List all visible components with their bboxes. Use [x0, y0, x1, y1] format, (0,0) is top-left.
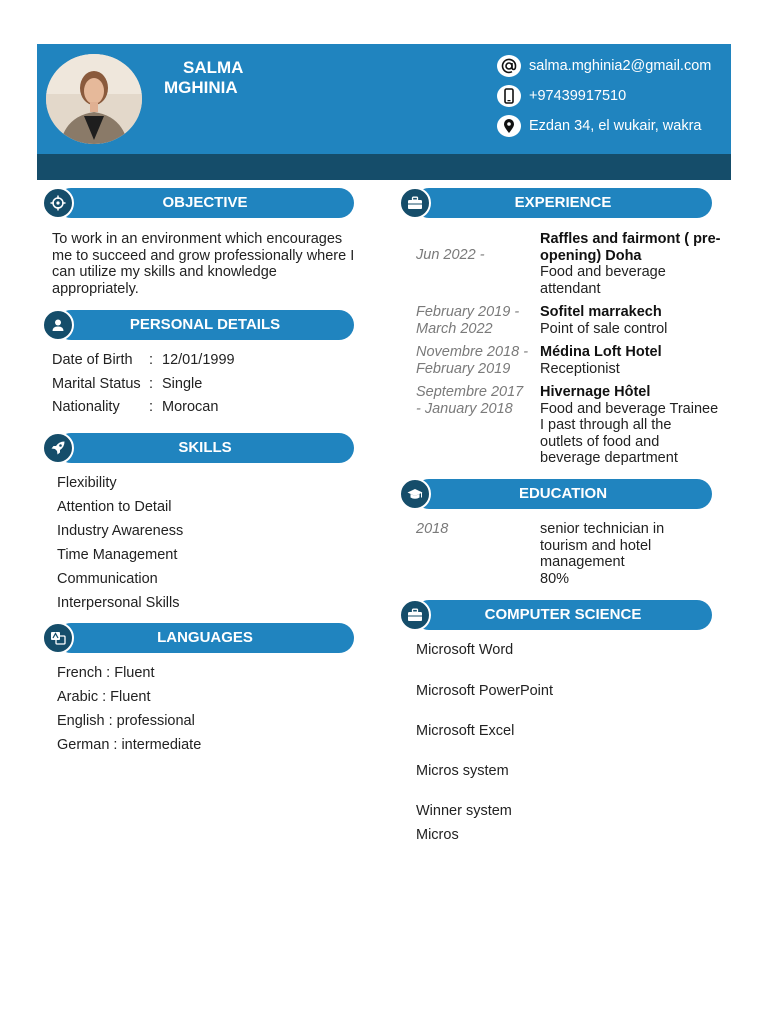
contact-address [497, 115, 701, 137]
skills-title: SKILLS [178, 439, 232, 456]
education-date: 2018 [416, 521, 449, 537]
objective-line: To work in an environment which encourages [52, 231, 343, 247]
computer-skill-item: Microsoft Excel [416, 723, 515, 739]
detail-value: Single [162, 376, 203, 392]
translate-icon [42, 622, 74, 654]
profile-photo [46, 54, 142, 144]
skill-item: Time Management [57, 547, 178, 563]
contact-phone[interactable] [497, 85, 626, 107]
skill-item: Industry Awareness [57, 523, 184, 539]
date-line: February 2019 [416, 360, 511, 377]
experience-title: EXPERIENCE [514, 194, 612, 211]
last-name: MGHINIA [164, 78, 238, 97]
date-line: March 2022 [416, 320, 493, 337]
briefcase-icon [399, 599, 431, 631]
date-line: Novembre 2018 - [416, 344, 529, 360]
computer-science-title: COMPUTER SCIENCE [484, 606, 642, 623]
employer-name: Raffles and fairmont ( pre- [540, 231, 721, 247]
experience-entry [540, 231, 725, 297]
language-item: Arabic : Fluent [57, 689, 151, 705]
role-line: I past through all the [540, 417, 672, 433]
email-text[interactable]: salma.mghinia2@gmail.com [529, 58, 712, 74]
skills-heading [56, 433, 354, 463]
detail-row-marital [52, 376, 202, 392]
education-line: 80% [540, 570, 570, 587]
detail-key: Date of Birth [52, 352, 133, 368]
education-entry [540, 521, 725, 587]
objective-heading [56, 188, 354, 218]
detail-value: 12/01/1999 [162, 352, 235, 368]
date-line: February 2019 - [416, 304, 520, 320]
education-title: EDUCATION [518, 485, 608, 502]
employer-name: Médina Loft Hotel [540, 344, 662, 360]
experience-entry [540, 344, 725, 377]
computer-science-heading [414, 600, 712, 630]
role-line: attendant [540, 280, 601, 297]
phone-text[interactable]: +97439917510 [529, 88, 627, 104]
target-icon [42, 187, 74, 219]
objective-line: can utilize my skills and knowledge [52, 264, 277, 280]
contact-email[interactable] [497, 55, 711, 77]
address-text: Ezdan 34, el wukair, wakra [529, 118, 702, 134]
employer-name: opening) Doha [540, 247, 642, 264]
computer-skill-item: Microsoft Word [416, 642, 514, 658]
education-heading [414, 479, 712, 509]
computer-skill-item: Micros system [416, 763, 509, 779]
computer-skill-item: Micros [416, 827, 459, 843]
graduation-cap-icon [399, 478, 431, 510]
experience-date [416, 384, 523, 417]
date-line: - January 2018 [416, 400, 513, 417]
experience-entry [540, 384, 730, 467]
skill-item: Communication [57, 571, 158, 587]
experience-date [416, 304, 519, 337]
language-item: English : professional [57, 713, 195, 729]
user-icon [42, 309, 74, 341]
detail-row-dob [52, 352, 235, 368]
personal-details-heading [56, 310, 354, 340]
detail-key: Nationality [52, 399, 120, 415]
computer-skill-item: Microsoft PowerPoint [416, 683, 553, 699]
candidate-name [164, 58, 243, 98]
role-line: outlets of food and [540, 433, 660, 450]
detail-separator: : [149, 399, 154, 415]
role-line: beverage department [540, 450, 678, 466]
detail-value: Morocan [162, 399, 219, 415]
briefcase-icon [399, 187, 431, 219]
languages-heading [56, 623, 354, 653]
location-pin-icon [497, 115, 521, 137]
skill-item: Interpersonal Skills [57, 595, 180, 611]
objective-text [52, 231, 372, 297]
detail-key: Marital Status [52, 376, 141, 392]
role-line: Food and beverage [540, 264, 666, 280]
education-line: senior technician in [540, 521, 665, 537]
language-item: French : Fluent [57, 665, 155, 681]
detail-separator: : [149, 352, 154, 368]
language-item: German : intermediate [57, 737, 202, 753]
objective-title: OBJECTIVE [162, 194, 248, 211]
employer-name: Sofitel marrakech [540, 304, 662, 320]
role-line: Point of sale control [540, 320, 668, 337]
employer-name: Hivernage Hôtel [540, 384, 651, 400]
phone-icon [497, 85, 521, 107]
date-line: Septembre 2017 [416, 384, 524, 400]
first-name: SALMA [183, 58, 244, 77]
skill-item: Flexibility [57, 475, 117, 491]
education-line: tourism and hotel [540, 537, 652, 554]
role-line: Food and beverage Trainee [540, 400, 719, 417]
experience-date [416, 344, 528, 377]
experience-heading [414, 188, 712, 218]
computer-skill-item: Winner system [416, 803, 512, 819]
personal-details-title: PERSONAL DETAILS [129, 316, 281, 333]
experience-date [416, 247, 485, 264]
skill-item: Attention to Detail [57, 499, 172, 515]
objective-line: appropriately. [52, 280, 139, 297]
objective-line: me to succeed and grow professionally where I [52, 247, 355, 264]
role-line: Receptionist [540, 360, 620, 377]
rocket-icon [42, 432, 74, 464]
detail-separator: : [149, 376, 154, 392]
languages-title: LANGUAGES [157, 629, 253, 646]
detail-row-nationality [52, 399, 218, 415]
date-line: Jun 2022 - [416, 247, 485, 263]
at-icon [497, 55, 521, 77]
experience-entry [540, 304, 725, 337]
header-band [37, 154, 731, 180]
education-line: management [540, 554, 625, 570]
